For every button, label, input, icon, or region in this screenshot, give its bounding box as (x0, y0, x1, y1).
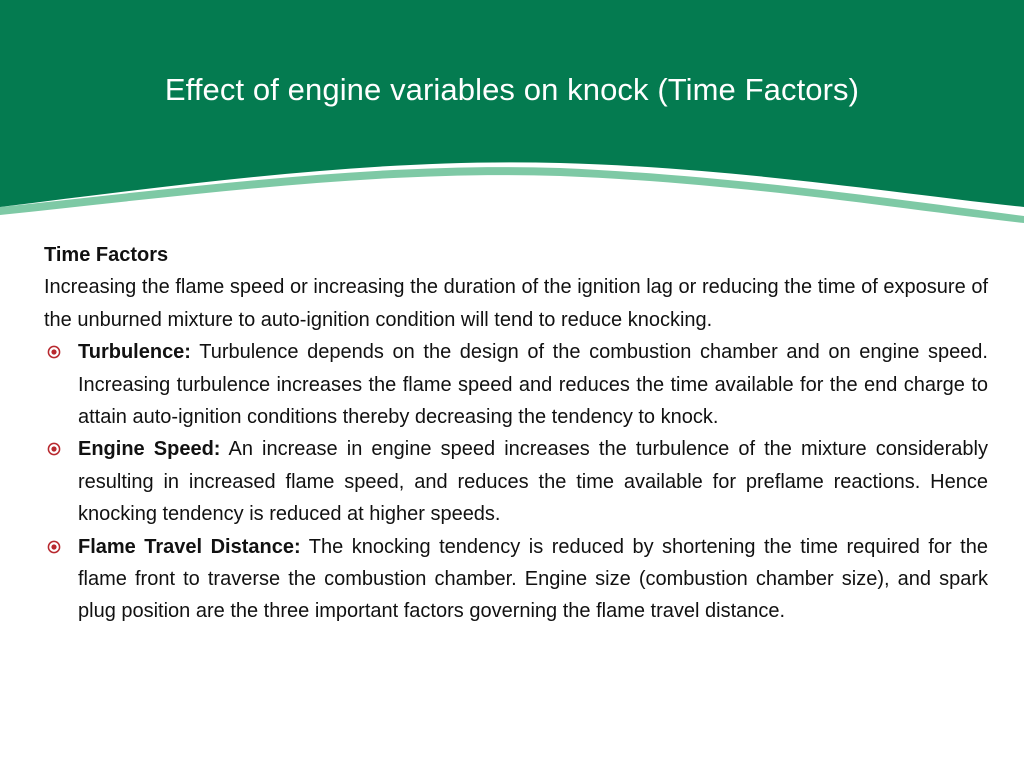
bullet-term: Flame Travel Distance: (78, 535, 301, 558)
bullet-text: An increase in engine speed increases the turbulence of the mixture considerably resulting in increased flame speed, and reduces the time available for preflame reactions. Hence knocking tendency is reduced at higher speeds. (78, 438, 989, 526)
content-body (44, 239, 988, 628)
bullet-text: The knocking tendency is reduced by shortening the time required for the flame front to traverse the combustion chamber. Engine size (combustion chamber size), and spark plug position are the three important factors governing the flame travel distance. (78, 535, 988, 623)
bullet-item-flame-travel-distance (44, 531, 988, 628)
target-bullet-icon (47, 345, 61, 359)
intro-paragraph: Increasing the flame speed or increasing the duration of the ignition lag or reducing the time of exposure of the unburned mixture to auto-ignition condition will tend to reduce knocking. (44, 276, 988, 331)
section-heading: Time Factors (44, 244, 169, 266)
header-wave-banner (0, 0, 1024, 230)
slide-title: Effect of engine variables on knock (Time Factors) (164, 72, 860, 107)
bullet-term: Engine Speed: (78, 438, 221, 461)
bullet-list (44, 336, 988, 628)
bullet-item-engine-speed (44, 433, 988, 530)
bullet-text: Turbulence depends on the design of the combustion chamber and on engine speed. Increasing turbulence increases the flame speed and reduces the time available for the end charge to attain auto-ignition conditions thereby decreasing the tendency to knock. (78, 341, 988, 429)
target-bullet-icon (47, 540, 61, 554)
bullet-term: Turbulence: (78, 341, 191, 364)
bullet-item-turbulence (44, 336, 988, 433)
target-bullet-icon (47, 442, 61, 456)
